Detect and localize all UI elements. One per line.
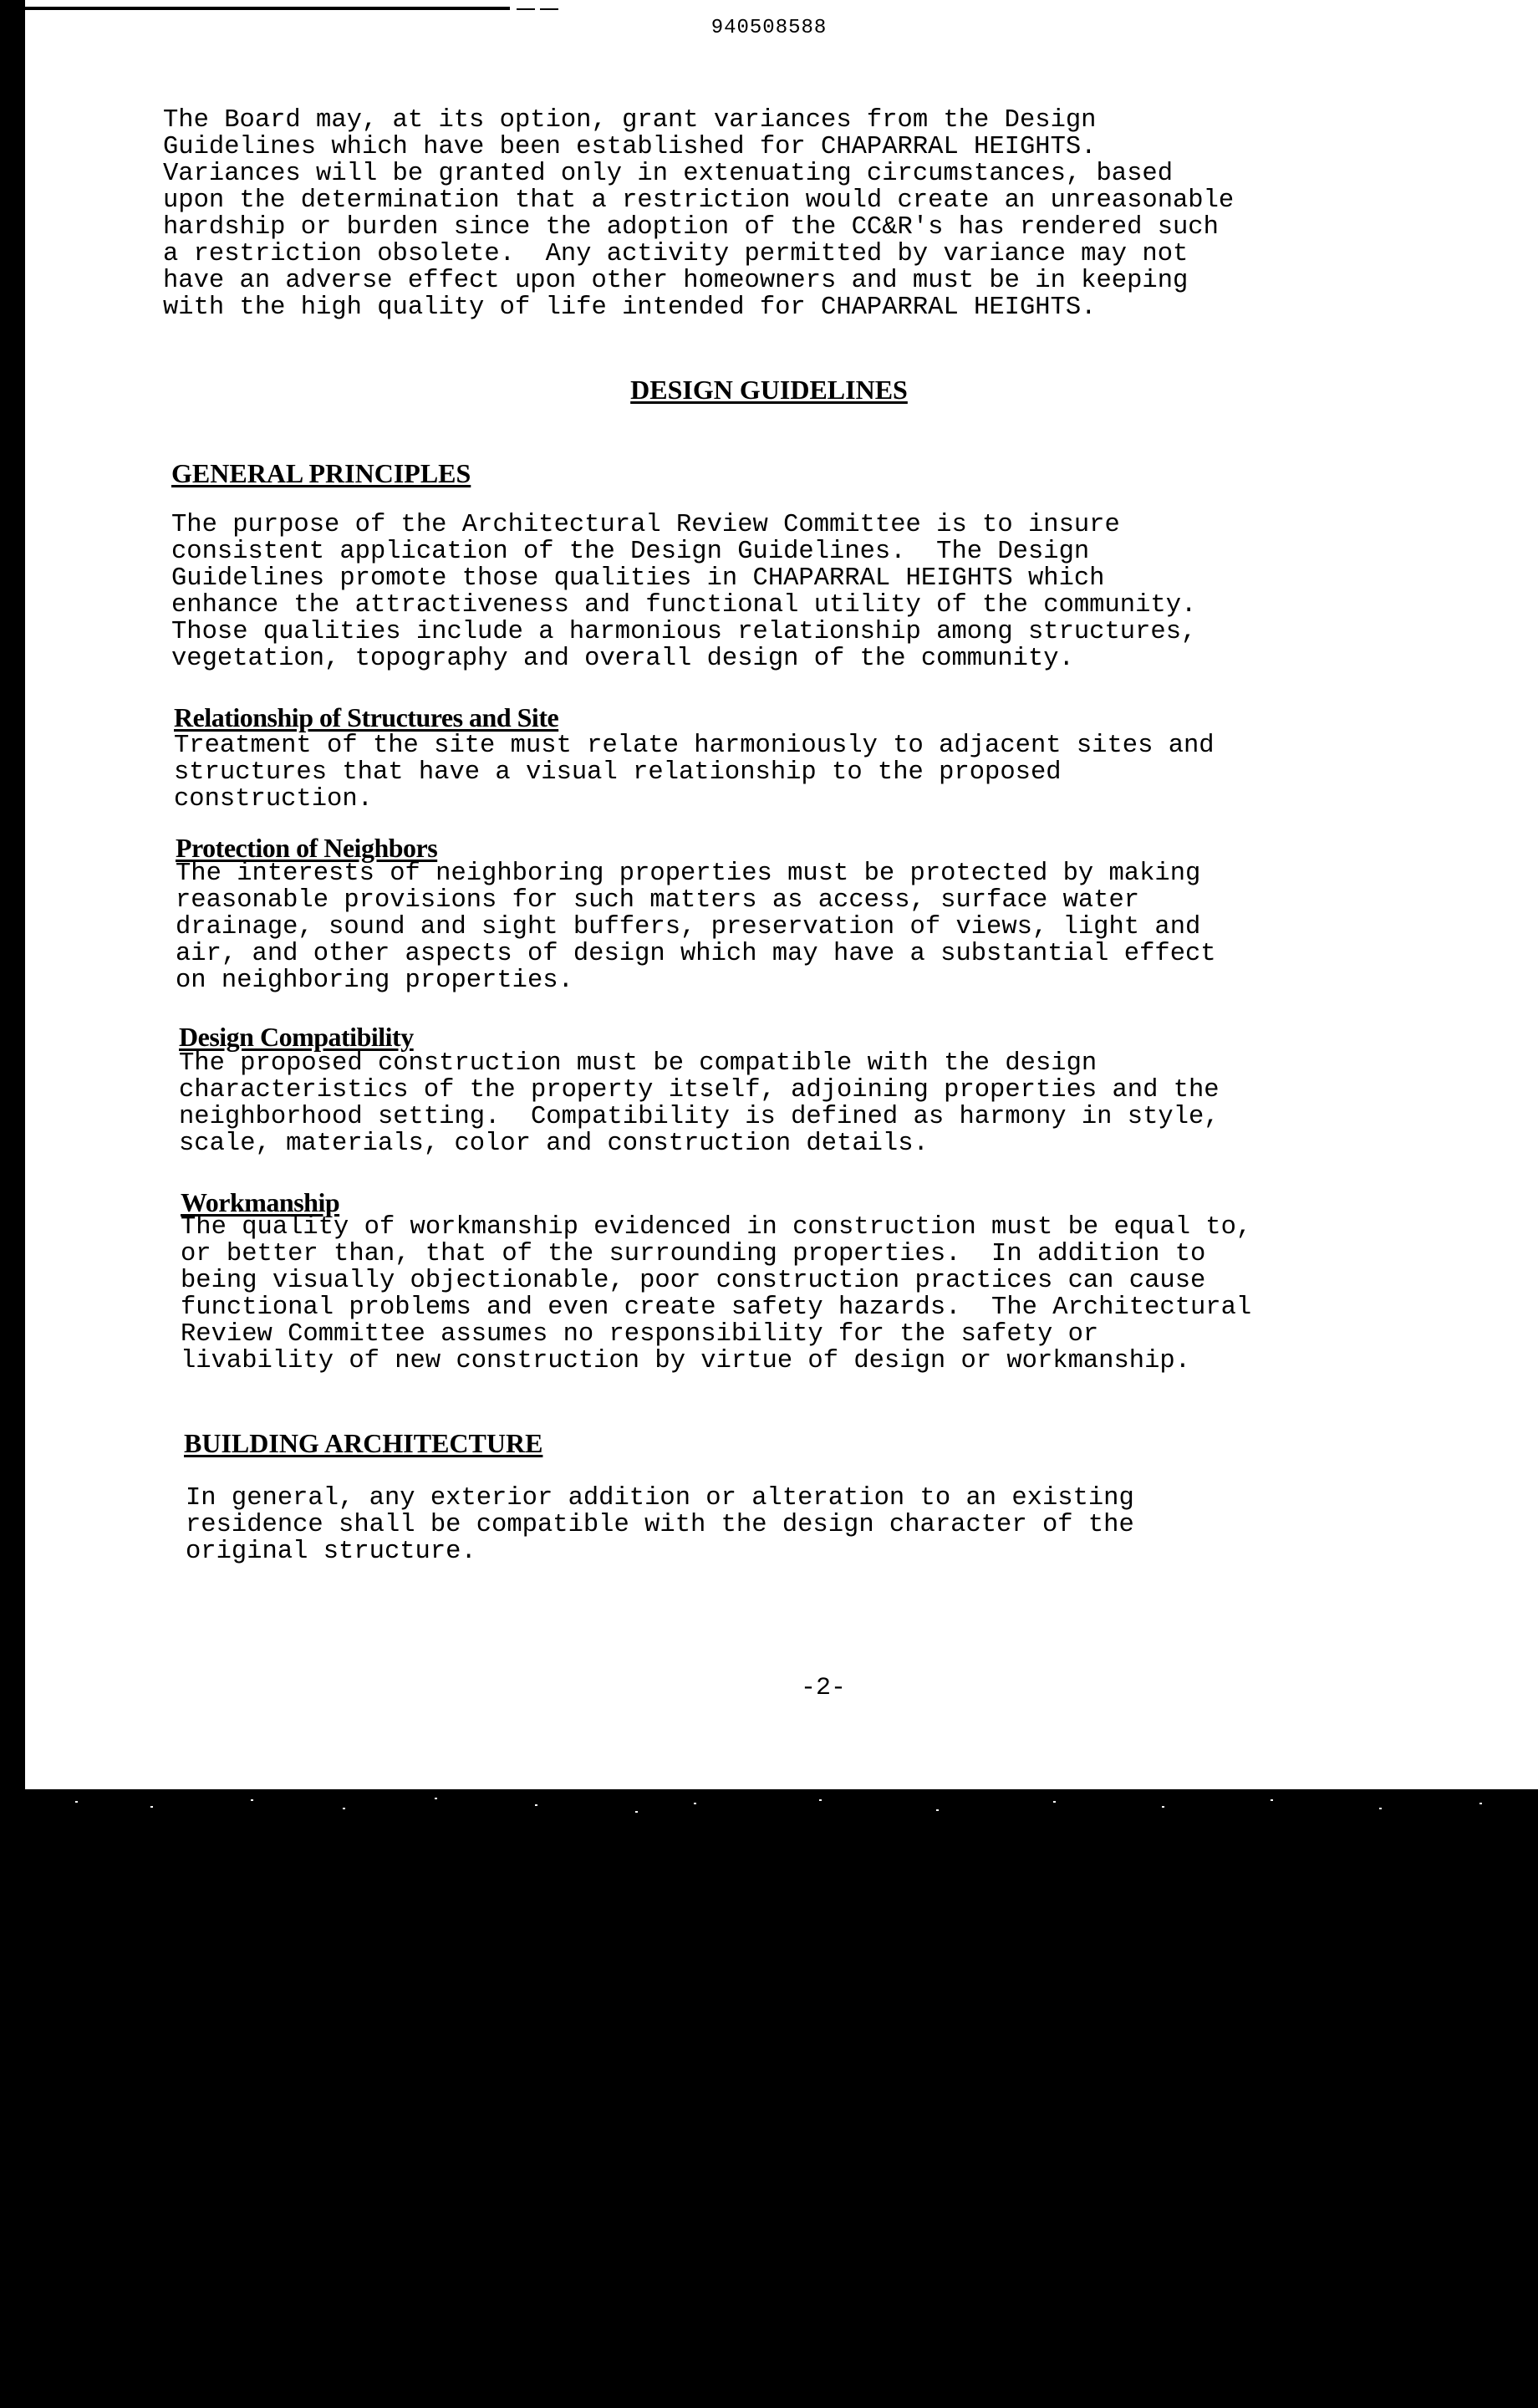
general-principles-paragraph: The purpose of the Architectural Review Committee is to insure consistent application of the Design Guidelines. The Design Guidelines promote those qualities in CHAPARRAL HEIGHTS which enhance the attractiveness and functional utility of the community. Those qualities include a harmonious relationship among structures, vegetation, topography and overall design of the community. — [171, 511, 1197, 673]
page-number: -2- — [800, 1674, 846, 1702]
scan-background — [0, 1789, 1538, 2408]
protection-paragraph: The interests of neighboring properties must be protected by making reasonable provisions for such matters as access, surface water drainage, sound and sight buffers, preservation of views, light and air, and other aspects of design which may have a substantial effect on neighboring properties. — [176, 860, 1216, 995]
scan-speck — [435, 1798, 437, 1799]
top-rule — [25, 7, 510, 10]
scan-speck — [1053, 1801, 1056, 1803]
workmanship-paragraph: The quality of workmanship evidenced in construction must be equal to, or better than, that of the surrounding properties. In addition to being visually objectionable, poor construction practices can cause functional problems and even create safety hazards. The Architectural Review Committee assumes no responsibility for the safety or livability of new construction by virtue of design or workmanship. — [181, 1213, 1252, 1375]
scan-speck — [936, 1809, 939, 1811]
scan-speck — [694, 1803, 696, 1804]
scan-speck — [150, 1806, 153, 1808]
document-title: DESIGN GUIDELINES — [630, 375, 908, 405]
document-number: 940508588 — [710, 17, 828, 39]
scan-speck — [1271, 1799, 1273, 1801]
workmanship-heading: Workmanship — [181, 1187, 340, 1217]
relationship-paragraph: Treatment of the site must relate harmoniously to adjacent sites and structures that have a visual relationship to the proposed construction. — [174, 732, 1215, 814]
scan-speck — [1162, 1806, 1164, 1808]
scan-speck — [535, 1804, 537, 1806]
scan-speck — [1479, 1803, 1482, 1804]
relationship-heading: Relationship of Structures and Site — [174, 702, 559, 732]
protection-heading: Protection of Neighbors — [176, 833, 438, 863]
building-architecture-heading: BUILDING ARCHITECTURE — [184, 1428, 543, 1458]
scan-speck — [819, 1799, 822, 1801]
building-architecture-paragraph: In general, any exterior addition or alteration to an existing residence shall be compatible with the design character of the original structure. — [186, 1484, 1134, 1566]
scan-speck — [343, 1808, 345, 1809]
scan-speck — [251, 1799, 253, 1801]
top-dash — [540, 8, 558, 10]
scan-speck — [635, 1811, 638, 1813]
scan-speck — [1379, 1808, 1382, 1809]
top-dash — [517, 8, 535, 10]
compatibility-heading: Design Compatibility — [179, 1022, 414, 1052]
general-principles-heading: GENERAL PRINCIPLES — [171, 458, 471, 488]
scan-speck — [75, 1801, 78, 1803]
intro-paragraph: The Board may, at its option, grant variances from the Design Guidelines which have been established for CHAPARRAL HEIGHTS. Variances will be granted only in extenuating circumstances, based upon the determination that a restriction would create an unreasonable hardship or burden since the adoption of the CC&R's has rendered such a restriction obsolete. Any activity permitted by variance may not have an adverse effect upon other homeowners and must be in keeping with the high quality of life intended for CHAPARRAL HEIGHTS. — [163, 106, 1235, 322]
compatibility-paragraph: The proposed construction must be compatible with the design characteristics of the property itself, adjoining properties and the neighborhood setting. Compatibility is defined as harmony in style, scale, materials, color and construction details. — [179, 1049, 1220, 1158]
scan-left-edge — [0, 970, 25, 1789]
document-page — [25, 0, 1538, 1789]
